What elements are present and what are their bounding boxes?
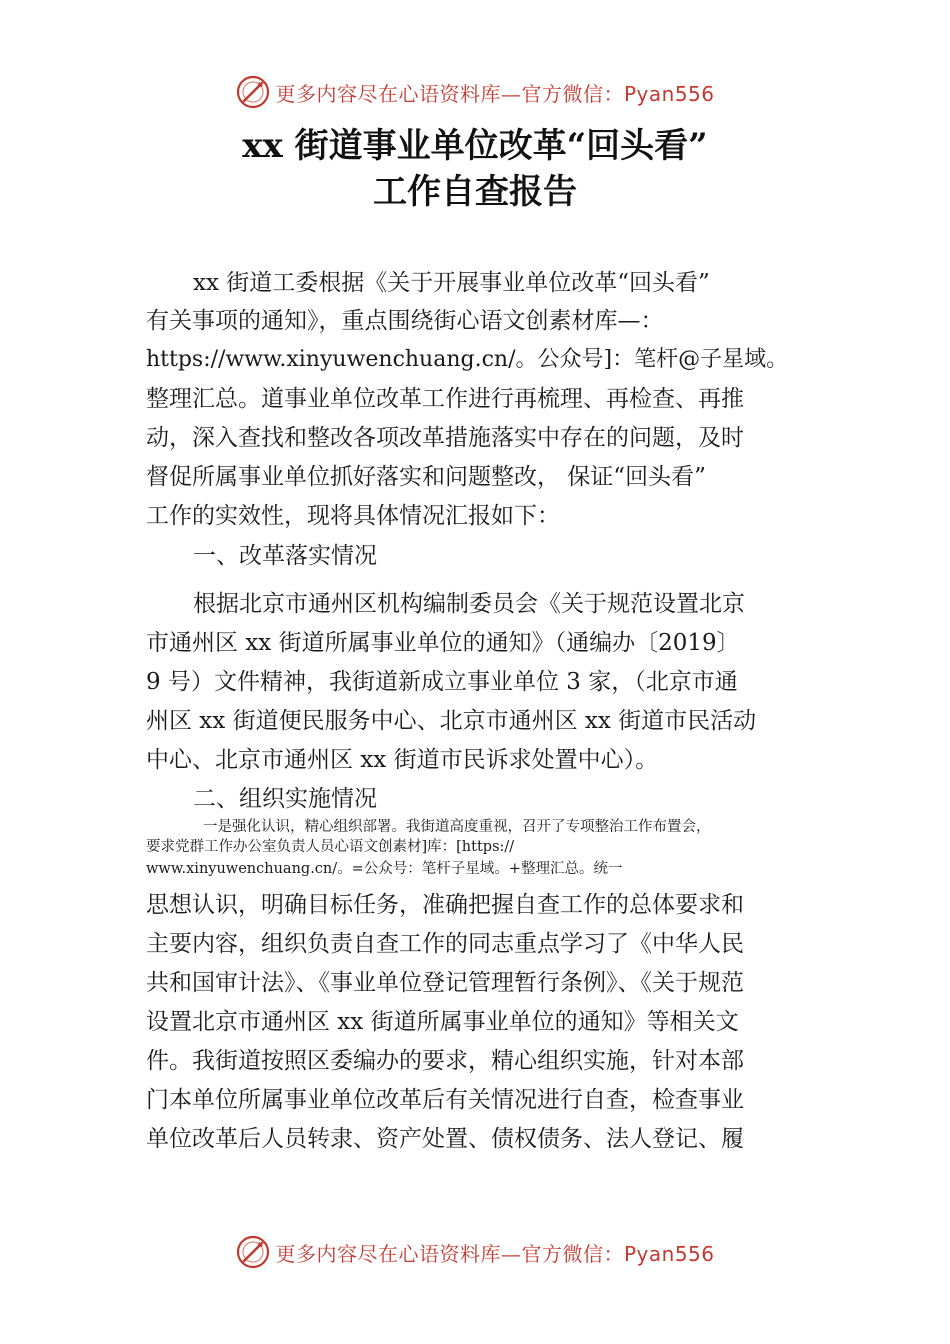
paragraph-line: 9 号）文件精神，我街道新成立事业单位 3 家，（北京市通 [146,669,738,695]
document-title-line-1: xx 街道事业单位改革“回头看” [242,126,708,166]
small-text-line: 一是强化认识，精心组织部署。我街道高度重视，召开了专项整治工作布置会， [203,819,711,835]
wechat-id: Pyan556 [623,1241,715,1266]
document-title-line-2: 工作自查报告 [373,172,577,212]
paragraph-line: 州区 xx 街道便民服务中心、北京市通州区 xx 街道市民活动 [146,708,757,734]
paragraph-line: 中心、北京市通州区 xx 街道市民诉求处置中心）。 [146,747,659,773]
small-text-line: 要求党群工作办公室负责人员心语文创素材]库：[https:// [146,839,515,855]
paragraph-line: 主要内容，组织负责自查工作的同志重点学习了《中华人民 [146,931,744,957]
paragraph-line: 整理汇总。道事业单位改革工作进行再梳理、再检查、再推 [146,386,744,412]
banner-text: 更多内容尽在心语资料库—官方微信：Pyan556 [275,81,715,106]
paragraph-line: 根据北京市通州区机构编制委员会《关于规范设置北京 [193,591,745,617]
paragraph-line: 门本单位所属事业单位改革后有关情况进行自查，检查事业 [146,1087,744,1113]
paragraph-line: 工作的实效性，现将具体情况汇报如下： [146,503,560,529]
paragraph-line: 督促所属事业单位抓好落实和问题整改， 保证“回头看” [146,464,706,490]
paragraph-line: 共和国审计法》、《事业单位登记管理暂行条例》、《关于规范 [146,970,744,996]
paragraph-line: 单位改革后人员转隶、资产处置、债权债务、法人登记、履 [146,1126,744,1152]
header-banner [0,72,950,112]
paragraph-line: 思想认识，明确目标任务，准确把握自查工作的总体要求和 [146,892,744,918]
section-heading-1: 一、改革落实情况 [193,543,377,569]
paragraph-line: 市通州区 xx 街道所属事业单位的通知》（通编办〔2019〕 [146,630,740,656]
paragraph-line: 设置北京市通州区 xx 街道所属事业单位的通知》等相关文 [146,1009,739,1035]
paragraph-line: 件。我街道按照区委编办的要求，精心组织实施，针对本部 [146,1048,744,1074]
paragraph-line: 动，深入查找和整改各项改革措施落实中存在的问题，及时 [146,425,744,451]
paragraph-line: https://www.xinyuwenchuang.cn/。公众号]：笔杆@子星域。 [146,347,789,372]
logo-icon [235,1234,271,1270]
small-text-line: www.xinyuwenchuang.cn/。=公众号：笔杆子星域。+整理汇总。统一 [146,861,623,877]
paragraph-line: xx 街道工委根据《关于开展事业单位改革“回头看” [193,270,710,296]
paragraph-line: 有关事项的通知》，重点围绕街心语文创素材库—： [146,308,664,334]
section-heading-2: 二、组织实施情况 [193,786,377,812]
banner-text: 更多内容尽在心语资料库—官方微信：Pyan556 [275,1241,715,1266]
wechat-id: Pyan556 [623,81,715,106]
footer-banner [0,1232,950,1272]
logo-icon [235,74,271,110]
